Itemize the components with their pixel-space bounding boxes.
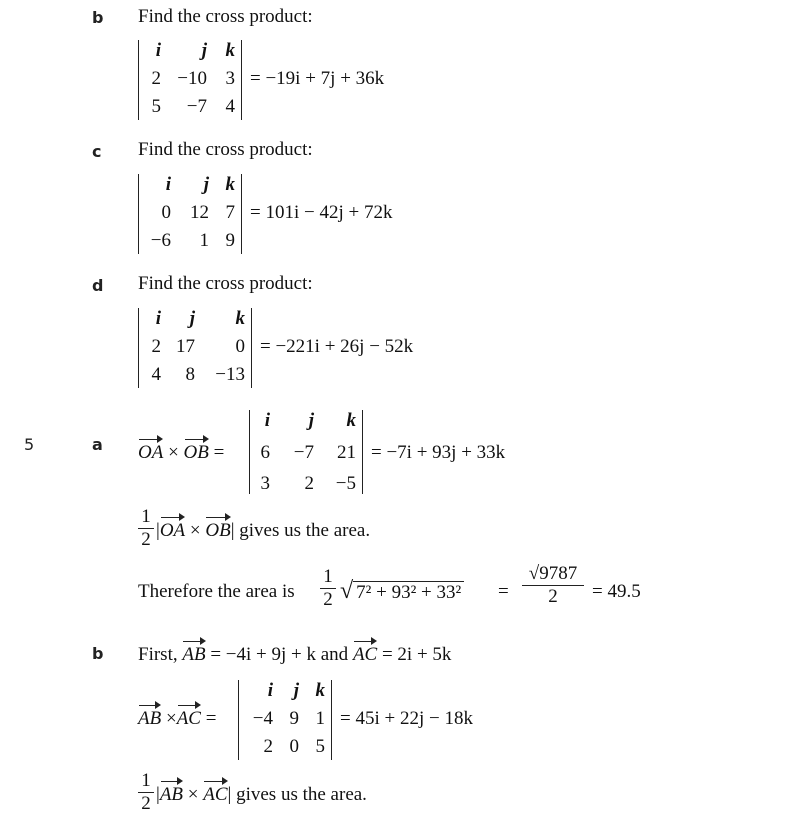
det-header-i: i [155,308,161,329]
sqrt-expression: √ 7² + 93² + 33² [340,578,464,605]
equals-sign: = [498,581,509,602]
part-label-d: d [92,276,104,295]
det-header-i: i [165,174,171,195]
result-d: = −221i + 26j − 52k [260,336,414,357]
result-c: = 101i − 42j + 72k [250,202,393,223]
det-cell: −4 [252,708,273,729]
vector-ab: AB [159,784,184,805]
det-cell: 5 [315,736,325,757]
det-header-j: j [201,40,207,61]
det-header-j: j [189,308,195,329]
fraction-one-half: $\frac{1}{2}$ [138,770,154,815]
det-cell: 3 [225,68,235,89]
det-cell: 2 [304,473,314,494]
instruction-text: Find the cross product: [138,273,313,294]
instruction-text: Find the cross product: [138,6,313,27]
area-statement-a: |OA × OB| gives us the area. [156,520,371,541]
det-cell: −10 [177,68,207,89]
vector-ac: AC [176,708,201,729]
det-header-i: i [267,680,273,701]
vector-ac: AC [203,784,228,805]
det-cell: 5 [151,96,161,117]
det-cell: 8 [185,364,195,385]
cross-product-expression-ab-ac: AB ×AC = [138,708,217,729]
vector-ab: AB [182,644,206,665]
vector-ob: OB [205,520,231,541]
det-header-i: i [155,40,161,61]
det-header-j: j [308,410,314,431]
det-header-k: k [346,410,356,431]
determinant-c [138,174,242,254]
det-cell: 2 [151,336,161,357]
det-cell: −13 [215,364,245,385]
determinant-5b [238,680,332,760]
vector-ab: AB [138,708,162,729]
det-cell: 0 [161,202,171,223]
result-b: = −19i + 7j + 36k [250,68,385,89]
det-cell: 12 [190,202,209,223]
det-cell: −6 [150,230,171,251]
det-cell: 3 [260,473,270,494]
cross-product-expression-oa-ob: OA × OB = [138,442,225,463]
det-cell: 1 [315,708,325,729]
determinant-5a [249,410,363,494]
det-header-j: j [203,174,209,195]
det-cell: 0 [289,736,299,757]
vector-ac: AC [352,644,378,665]
question-number: 5 [24,435,35,454]
det-cell: 6 [260,442,270,463]
det-cell: −7 [293,442,314,463]
det-cell: 9 [225,230,235,251]
det-cell: 4 [151,364,161,385]
determinant-d [138,308,252,388]
det-cell: 17 [176,336,195,357]
det-header-j: j [293,680,299,701]
part-label-c: c [92,142,102,161]
det-header-k: k [315,680,325,701]
det-cell: 2 [263,736,273,757]
therefore-text: Therefore the area is [138,581,295,602]
part-label-5b: b [92,644,104,663]
det-cell: 7 [225,202,235,223]
det-cell: 21 [337,442,356,463]
vector-ob: OB [183,442,209,463]
part-label-b: b [92,8,104,27]
instruction-text: Find the cross product: [138,139,313,160]
det-cell: 2 [151,68,161,89]
result-5a: = −7i + 93j + 33k [371,442,506,463]
vector-oa: OA [159,520,186,541]
det-header-k: k [235,308,245,329]
vector-oa: OA [138,442,164,463]
part-label-5a: a [92,435,103,454]
det-header-k: k [225,40,235,61]
det-cell: 1 [199,230,209,251]
det-cell: 0 [235,336,245,357]
fraction-one-half: $\frac{1}{2}$ [320,566,336,611]
fraction-one-half: $\frac{1}{2}$ [138,506,154,551]
result-5b: = 45i + 22j − 18k [340,708,473,729]
area-statement-b: |AB × AC| gives us the area. [156,784,367,805]
det-cell: 4 [225,96,235,117]
determinant-b [138,40,242,120]
det-cell: −7 [186,96,207,117]
det-cell: 9 [289,708,299,729]
det-cell: −5 [335,473,356,494]
det-header-k: k [225,174,235,195]
det-header-i: i [264,410,270,431]
first-vectors-line: First, AB = −4i + 9j + k and AC = 2i + 5k [138,644,452,665]
final-area-a: = 49.5 [592,581,641,602]
fraction-sqrt-over-two: $\frac{√9787}{2}$ [522,563,584,608]
